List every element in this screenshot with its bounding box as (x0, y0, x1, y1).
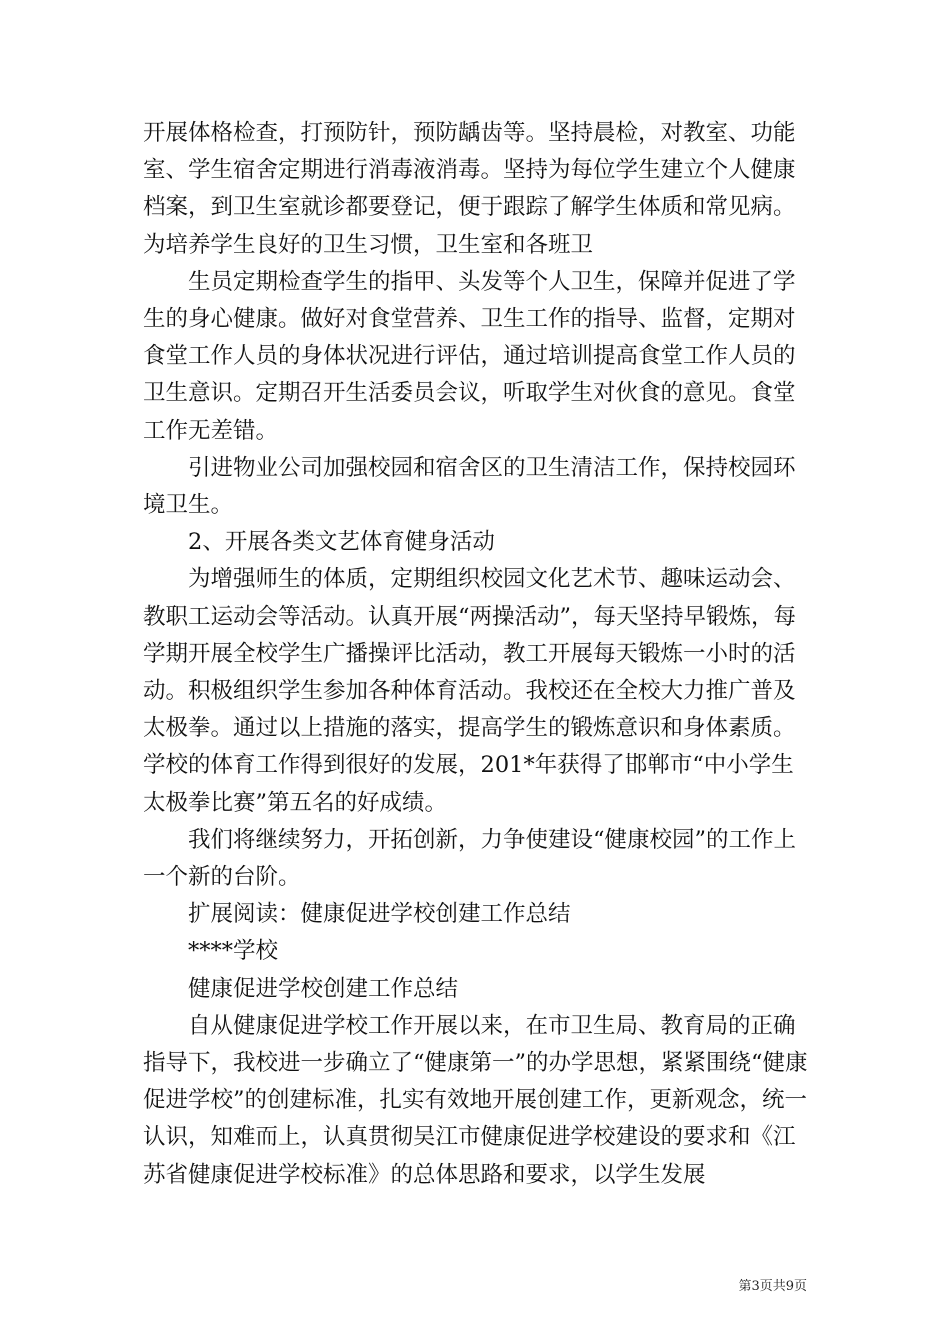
school-name: ****学校 (188, 938, 279, 965)
document-body (143, 115, 808, 1194)
paragraph-1: 开展体格检查，打预防针，预防龋齿等。坚持晨检，对教室、功能室、学生宿舍定期进行消毒液消毒。坚持为每位学生建立个人健康档案，到卫生室就诊都要登记，便于跟踪了解学生体质和常见病。为培养学生良好的卫生习惯，卫生室和各班卫 (143, 120, 796, 258)
section-heading: 2、开展各类文艺体育健身活动 (188, 529, 495, 556)
paragraph-2: 生员定期检查学生的指甲、头发等个人卫生，保障并促进了学生的身心健康。做好对食堂营养、卫生工作的指导、监督，定期对食堂工作人员的身体状况进行评估，通过培训提高食堂工作人员的卫生意识。定期召开生活委员会议，听取学生对伙食的意见。食堂工作无差错。 (143, 268, 796, 444)
paragraph-5: 为增强师生的体质，定期组织校园文化艺术节、趣味运动会、教职工运动会等活动。认真开展“两操活动”，每天坚持早锻炼，每学期开展全校学生广播操评比活动，教工开展每天锻炼一小时的活动。积极组织学生参加各种体育活动。我校还在全校大力推广普及太极拳。通过以上措施的落实，提高学生的锻炼意识和身体素质。学校的体育工作得到很好的发展，201*年获得了邯郸市“中小学生太极拳比赛”第五名的好成绩。 (143, 566, 797, 816)
page-number: 第3页共9页 (738, 1279, 807, 1294)
page-footer (0, 1275, 807, 1294)
paragraph-6: 我们将继续努力，开拓创新，力争使建设“健康校园”的工作上一个新的台阶。 (143, 826, 797, 891)
paragraph-10: 自从健康促进学校工作开展以来，在市卫生局、教育局的正确指导下，我校进一步确立了“健康第一”的办学思想，紧紧围绕“健康促进学校”的创建标准，扎实有效地开展创建工作，更新观念，统一认识，知难而上，认真贯彻吴江市健康促进学校建设的要求和《江苏省健康促进学校标准》的总体思路和要求，以学生发展 (143, 1012, 808, 1188)
summary-title: 健康促进学校创建工作总结 (188, 975, 459, 1002)
paragraph-3: 引进物业公司加强校园和宿舍区的卫生清洁工作，保持校园环境卫生。 (143, 454, 796, 519)
extended-reading-title: 扩展阅读：健康促进学校创建工作总结 (188, 901, 571, 928)
